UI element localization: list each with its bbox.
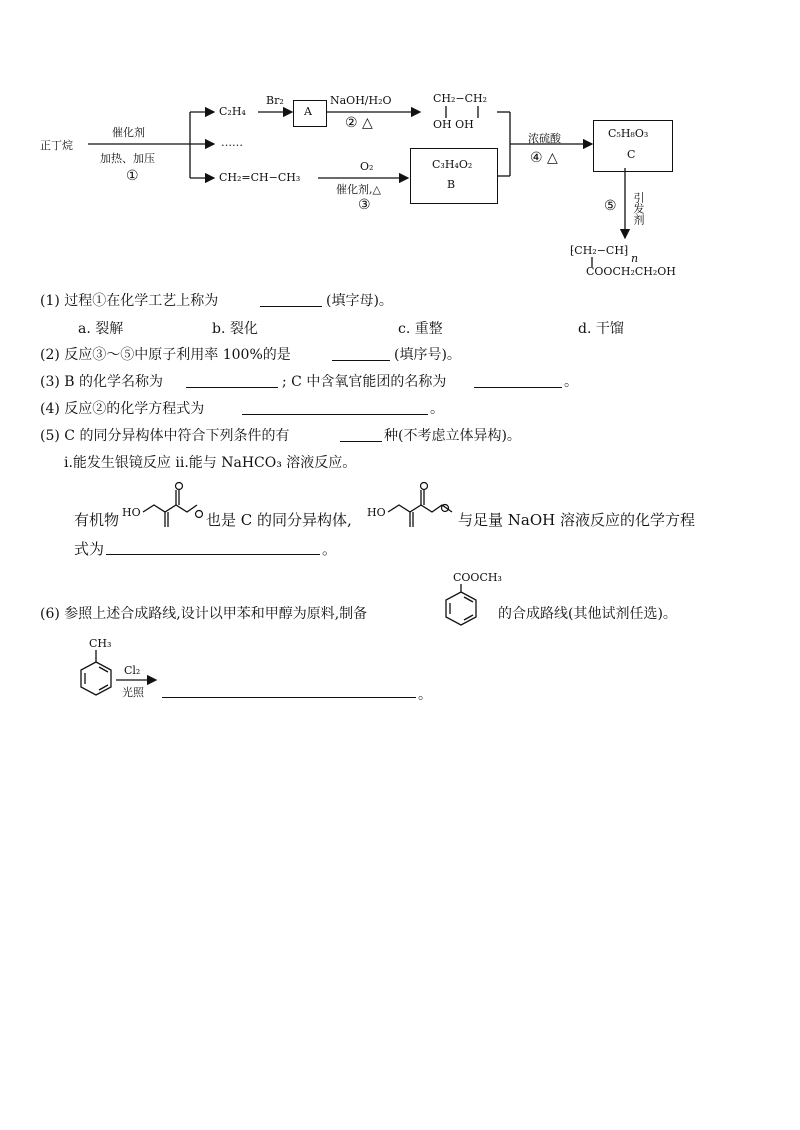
question-2-tail: (填序号)。 <box>394 347 461 363</box>
ethene-label: C₂H₄ <box>219 105 246 118</box>
question-6: (6) 参照上述合成路线,设计以甲苯和甲醇为原料,制备 <box>40 606 368 622</box>
step1-conditions: 加热、加压 <box>100 152 155 165</box>
box-b <box>410 148 498 204</box>
toluene-structure <box>81 650 111 695</box>
question-5: (5) C 的同分异构体中符合下列条件的有 <box>40 428 290 444</box>
light-condition: 光照 <box>122 686 144 699</box>
question-1-tail: (填字母)。 <box>326 293 393 309</box>
question-5-conditions: i.能发生银镜反应 ii.能与 NaHCO₃ 溶液反应。 <box>64 455 357 471</box>
option-d: d. 干馏 <box>578 321 624 337</box>
box-b-label: B <box>447 178 456 191</box>
question-5-tail: 种(不考虑立体异构)。 <box>384 428 521 444</box>
propene-label: CH₂=CH−CH₃ <box>219 171 301 184</box>
bromine-reagent: Br₂ <box>266 94 284 107</box>
step5-number: ⑤ <box>604 198 617 214</box>
step1-number: ① <box>126 168 139 184</box>
box-a-label: A <box>304 105 312 118</box>
question-5-end: 。 <box>322 540 338 558</box>
isomer2-carbonyl-o <box>421 483 428 490</box>
question-3: (3) B 的化学名称为 <box>40 374 164 390</box>
question-4: (4) 反应②的化学方程式为 <box>40 401 205 417</box>
isomer1-ester-o <box>196 511 203 518</box>
question-3-mid: ; C 中含氧官能团的名称为 <box>282 374 447 390</box>
methyl-benzoate-structure <box>446 584 476 625</box>
question-4-tail: 。 <box>430 401 444 417</box>
question-1: (1) 过程①在化学工艺上称为 <box>40 293 219 309</box>
answer-blank-1[interactable] <box>260 306 322 307</box>
isomer-structure-1 <box>143 490 197 527</box>
answer-blank-5a[interactable] <box>340 441 382 442</box>
answer-blank-3a[interactable] <box>186 387 278 388</box>
step4-number: ④ △ <box>530 150 558 166</box>
question-5-naoh: 与足量 NaOH 溶液反应的化学方程 <box>458 511 695 529</box>
question-6-end: 。 <box>418 687 432 703</box>
step2-number: ② △ <box>345 115 373 131</box>
option-c: c. 重整 <box>398 321 443 337</box>
option-b: b. 裂化 <box>212 321 258 337</box>
butane-label: 正丁烷 <box>40 139 73 152</box>
polymer-n: n <box>631 252 639 265</box>
question-6-tail: 的合成路线(其他试剂任选)。 <box>498 606 677 622</box>
answer-blank-4[interactable] <box>242 414 428 415</box>
isomer1-ho: HO <box>122 506 141 519</box>
box-c-label: C <box>627 148 636 161</box>
isomer1-carbonyl-o <box>176 483 183 490</box>
chlorine-reagent: Cl₂ <box>124 664 141 677</box>
polymer-side-chain: COOCH₂CH₂OH <box>586 265 676 278</box>
box-b-formula: C₃H₄O₂ <box>432 158 473 171</box>
oxygen-reagent: O₂ <box>360 160 374 173</box>
question-5-organic: 有机物 <box>74 511 120 529</box>
question-2: (2) 反应③～⑤中原子利用率 100%的是 <box>40 347 291 363</box>
diol-top: CH₂−CH₂ <box>433 92 488 105</box>
diol-bottom: OH OH <box>433 118 474 131</box>
polymer-backbone: ⁅CH₂−CH⁆ <box>570 244 629 257</box>
answer-blank-6[interactable] <box>162 697 416 698</box>
answer-blank-3b[interactable] <box>474 387 562 388</box>
isomer-structure-2 <box>388 490 452 527</box>
naoh-reagent: NaOH/H₂O <box>330 94 392 107</box>
step3-number: ③ <box>358 197 371 213</box>
step3-catalyst: 催化剂,△ <box>336 183 381 196</box>
isomer2-ho: HO <box>367 506 386 519</box>
answer-blank-2[interactable] <box>332 360 390 361</box>
isomer2-ester-o <box>442 505 449 512</box>
ester-group-label: COOCH₃ <box>453 571 502 584</box>
question-5-also: 也是 C 的同分异构体, <box>206 511 352 529</box>
initiator-reagent: 引发剂 <box>632 192 645 225</box>
sulfuric-acid-reagent: 浓硫酸 <box>528 132 561 145</box>
box-c-formula: C₅H₈O₃ <box>608 127 649 140</box>
step1-catalyst: 催化剂 <box>112 126 145 139</box>
other-products-dots: …… <box>221 136 243 149</box>
option-a: a. 裂解 <box>78 321 124 337</box>
toluene-methyl: CH₃ <box>89 637 112 650</box>
question-5-equation: 式为 <box>74 540 105 558</box>
question-3-tail: 。 <box>564 374 578 390</box>
answer-blank-5b[interactable] <box>106 554 320 555</box>
